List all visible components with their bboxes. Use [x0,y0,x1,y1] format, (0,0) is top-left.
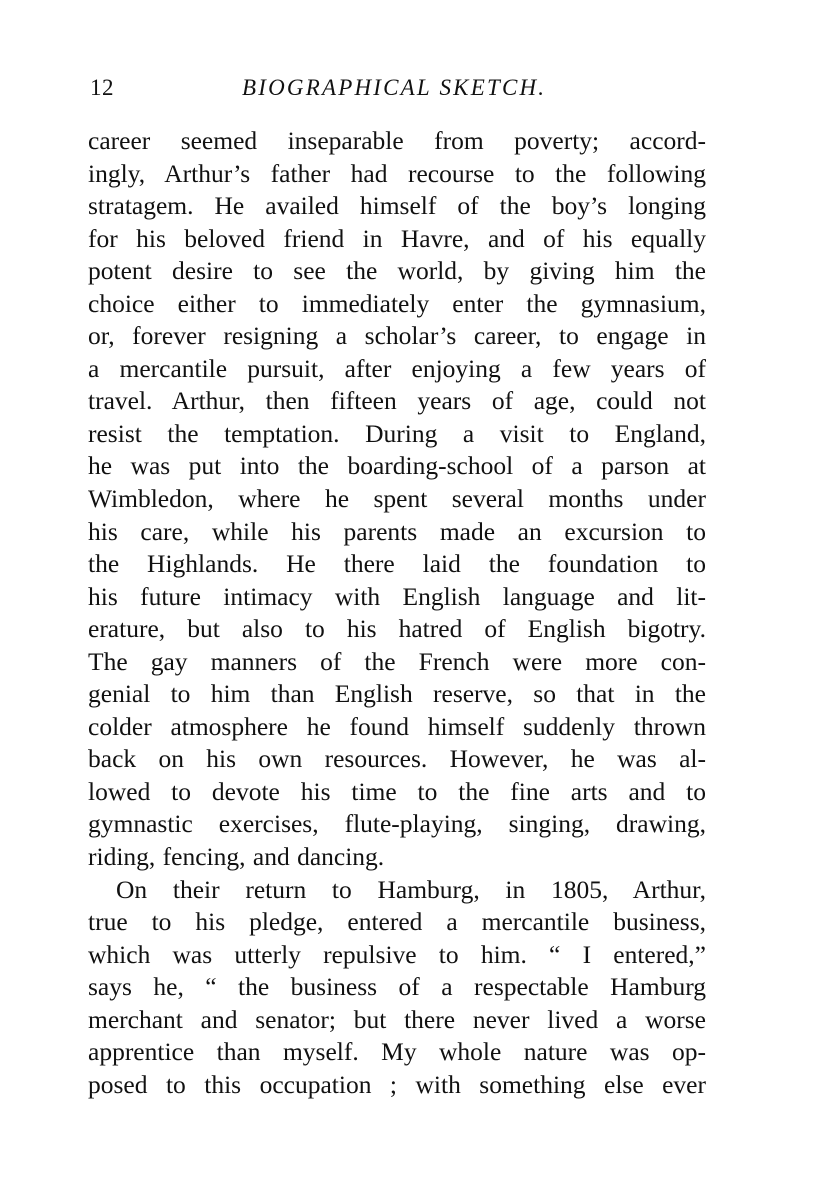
text-line: resist the temptation. During a visit to England, [88,418,706,448]
text-line: travel. Arthur, then fifteen years of age, could not [88,386,706,416]
text-line: colder atmosphere he found himself suddenly thrown [88,711,706,741]
text-line: merchant and senator; but there never lived a worse [88,1004,706,1034]
text-line: says he, “ the business of a respectable Hamburg [88,972,706,1002]
text-line: The gay manners of the French were more con- [88,646,706,676]
text-line: or, forever resigning a scholar’s career, to engage in [88,321,706,351]
text-line: career seemed inseparable from poverty; accord- [88,126,706,155]
body-text [88,125,706,1101]
text-line: true to his pledge, entered a mercantile business, [88,907,706,937]
running-header [88,68,706,112]
text-line: which was utterly repulsive to him. “ I entered,” [88,939,706,969]
text-line: his future intimacy with English language and lit- [88,581,706,611]
running-title: BIOGRAPHICAL SKETCH. [242,75,547,100]
text-line: lowed to devote his time to the fine arts and to [88,776,706,806]
text-line: On their return to Hamburg, in 1805, Arthur, [116,874,706,904]
text-line: riding, fencing, and dancing. [88,842,385,872]
text-line: back on his own resources. However, he was al- [88,744,706,774]
text-line: his care, while his parents made an excursion to [88,516,706,546]
text-line: Wimbledon, where he spent several months under [88,484,706,514]
text-line: for his beloved friend in Havre, and of his equally [88,223,706,253]
text-line: a mercantile pursuit, after enjoying a few years of [88,353,706,383]
text-line: posed to this occupation ; with something else ever [88,1069,706,1099]
text-line: choice either to immediately enter the gymnasium, [88,288,706,318]
text-line: gymnastic exercises, flute-playing, singing, drawing, [88,809,706,839]
text-line: potent desire to see the world, by giving him the [88,256,706,286]
book-page [88,68,706,1101]
page-number: 12 [90,75,114,100]
text-line: apprentice than myself. My whole nature was op- [88,1037,706,1067]
text-line: ingly, Arthur’s father had recourse to the following [88,158,706,188]
text-line: he was put into the boarding-school of a parson at [88,451,706,481]
text-line: stratagem. He availed himself of the boy’s longing [88,191,706,221]
text-line: the Highlands. He there laid the foundation to [88,549,706,579]
text-line: erature, but also to his hatred of English bigotry. [88,614,706,644]
text-line: genial to him than English reserve, so that in the [88,679,706,709]
